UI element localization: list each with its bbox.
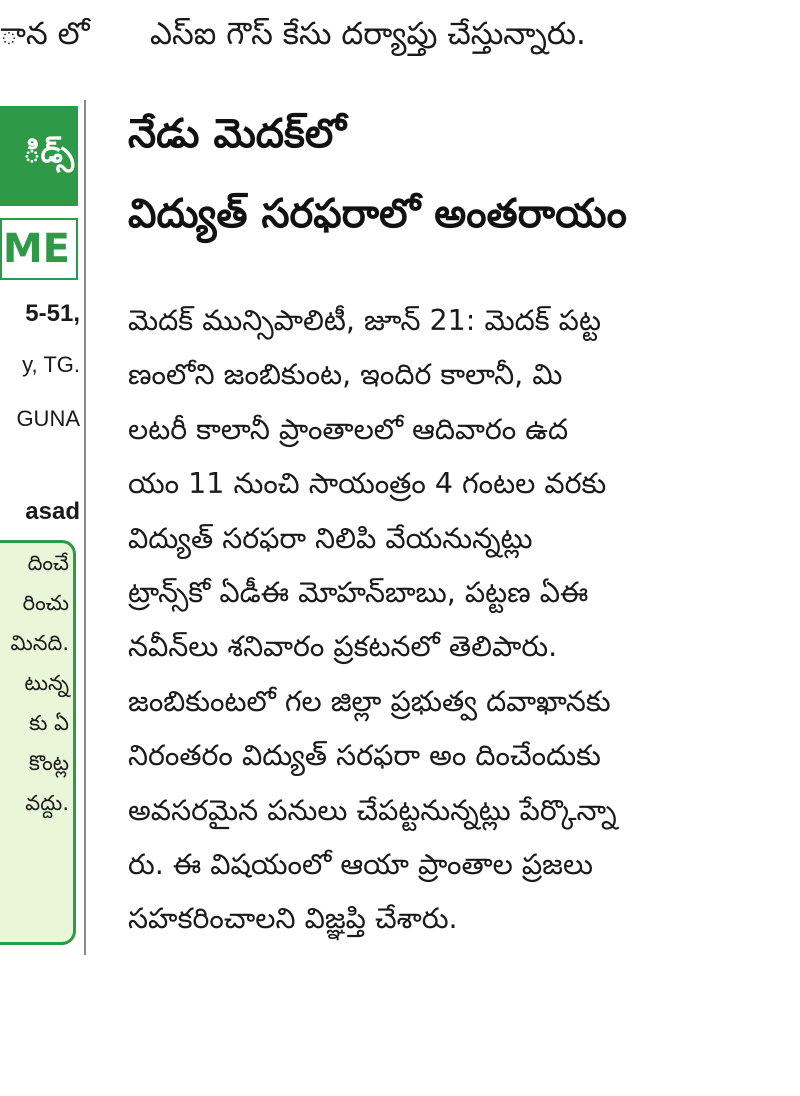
body-line: నవీన్‌లు శనివారం ప్రకటనలో తెలిపారు. [128,630,558,664]
body-line: ట్రాన్స్‌కో ఏడీఈ మోహన్‌బాబు, పట్టణ ఏఈ [128,576,589,610]
body-line: మెదక్ మున్సిపాలిటీ, జూన్ 21: మెదక్ పట్ట [128,304,601,337]
body-line: లటరీ కాలానీ ప్రాంతాలలో ఆదివారం ఉద [128,412,569,446]
side-ad-address: 5-51, [25,300,80,327]
side-advertisement-column [0,100,86,955]
side-ad-green-box [0,540,76,945]
side-ad-logo: ిడ్స్ [0,106,78,206]
side-ad-prasad: asad [25,498,80,525]
side-ad-home-banner: ME [0,218,78,280]
article-body [128,294,776,947]
body-line: జంబికుంటలో గల జిల్లా ప్రభుత్వ దవాఖానకు [128,684,611,718]
side-box-line: రించు [22,591,69,615]
side-ad-name: GUNA [16,406,80,431]
side-box-line: దించే [27,551,69,575]
side-box-line: వద్దు. [25,791,69,815]
side-box-line: కొంట్ల [28,751,69,775]
side-ad-city: y, TG. [22,352,80,377]
body-line: విద్యుత్ సరఫరా నిలిపి వేయనున్నట్లు [128,521,533,555]
body-line: సహకరించాలని విజ్ఞప్తి చేశారు. [128,902,458,936]
article-headline [128,110,788,238]
body-line: నిరంతరం విద్యుత్ సరఫరా అం దించేందుకు [128,739,601,773]
headline-line-1: నేడు మెదక్‌లో [128,111,347,157]
headline-line-2: విద్యుత్ సరఫరాలో అంతరాయం [128,191,627,237]
side-box-line: మినది. [10,631,69,655]
body-line: రు. ఈ విషయంలో ఆయా ప్రాంతాల ప్రజలు [128,848,594,882]
side-box-line: కు ఏ [29,711,69,735]
top-left-fragment: ాన లో [0,16,90,52]
body-line: అవసరమైన పనులు చేపట్టనున్నట్లు పేర్కొన్నా [128,793,617,827]
body-line: యం 11 నుంచి సాయంత్రం 4 గంటల వరకు [128,467,607,501]
side-box-line: టున్న [24,671,69,695]
previous-article-last-line: ఎస్ఐ గౌస్ కేసు దర్యాప్తు చేస్తున్నారు. [150,16,586,52]
body-line: ణంలోని జంబికుంట, ఇందిర కాలానీ, మి [128,358,563,392]
